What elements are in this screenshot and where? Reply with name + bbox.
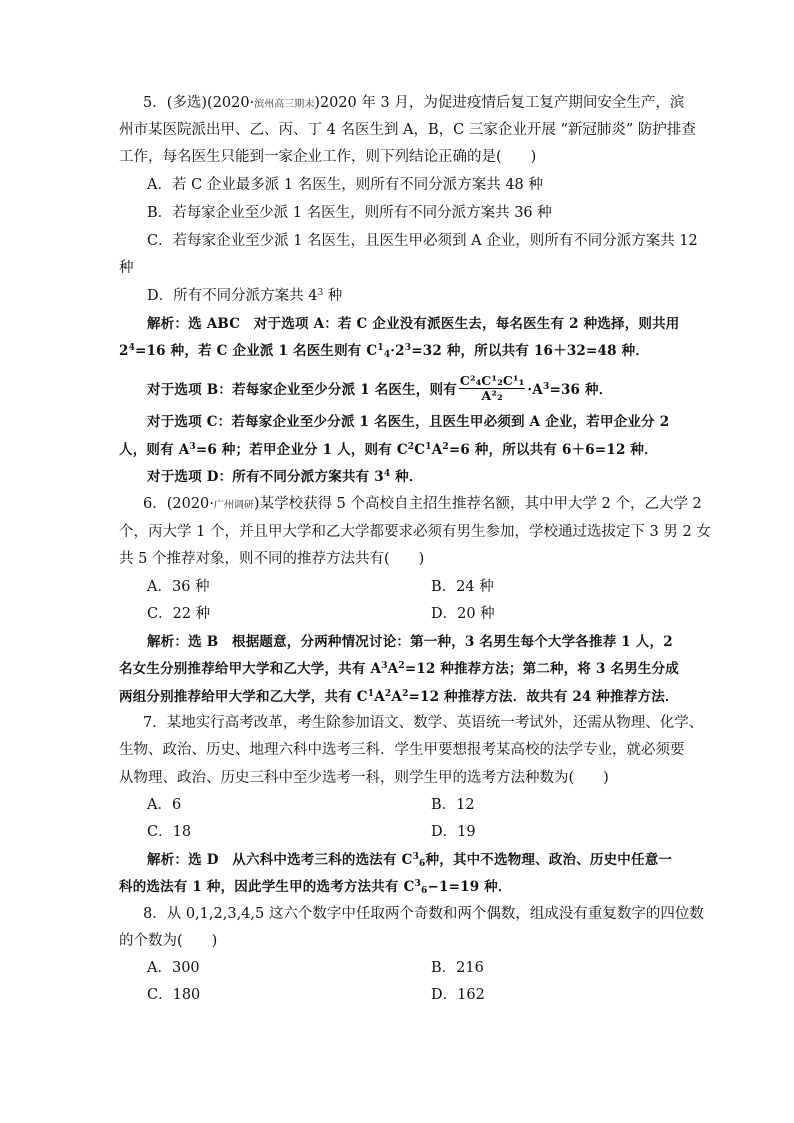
q5-solution-line-1: 解析：选 ABC 对于选项 A：若 C 企业没有派医生去，每名医生有 2 种选择，则共用: [147, 316, 680, 332]
q7-option-b: B．12: [431, 797, 475, 813]
q6-solution-line-2: 名女生分别推荐给甲大学和乙大学，共有 $A^3A^2=12$ 种推荐方法；第二种，将 3 名男生分成: [119, 661, 680, 677]
q6-stem-line-1: 6．(2020·广州调研)某学校获得 5 个高校自主招生推荐名额，其中甲大学 2 个，乙大学 2: [143, 496, 702, 512]
q6-option-b: B．24 种: [431, 579, 494, 595]
q5-stem-line-3: 工作，每名医生只能到一家企业工作，则下列结论正确的是( ): [119, 149, 537, 165]
q6-option-c: C．22 种: [147, 606, 211, 622]
q8-option-c: C．180: [147, 987, 201, 1003]
q6-stem-line-3: 共 5 个推荐对象，则不同的推荐方法共有( ): [119, 551, 425, 567]
q6-source: 广州调研: [213, 500, 254, 511]
q8-option-d: D．162: [431, 987, 485, 1003]
q8-stem-line-2: 的个数为( ): [119, 933, 218, 949]
q7-option-c: C．18: [147, 824, 192, 840]
q5-solution-line-6: 对于选项 D：所有不同分派方案共有 $3^4$ 种．: [147, 469, 423, 485]
q5-option-b: B．若每家企业至少派 1 名医生，则所有不同分派方案共 36 种: [147, 205, 552, 221]
q5-source: 滨州高三期末: [254, 99, 315, 110]
fraction: $\frac{\text{C²₄C¹₂C¹₁}}{\text{A²₂}}$: [459, 373, 525, 403]
q6-solution-line-1: 解析：选 B 根据题意，分两种情况讨论：第一种，3 名男生每个大学各推荐 1 人，2: [147, 634, 673, 650]
q7-solution-line-2: 科的选法有 1 种，因此学生甲的选考方法共有 $C^3_6-1=19$ 种．: [119, 879, 512, 896]
q6-stem-line-2: 个，丙大学 1 个，并且甲大学和乙大学都要求必须有男生参加，学校通过选拔定下 3 男 2 女: [119, 524, 711, 540]
q5-solution-line-5: 人，则有 $A^3=6$ 种；若甲企业分 1 人，则有 $C^2C^1A^2=6$ 种，所以共有 6＋6=12 种．: [119, 442, 658, 458]
q5-option-a: A．若 C 企业最多派 1 名医生，则所有不同分派方案共 48 种: [147, 177, 543, 193]
q7-solution-line-1: 解析：选 D 从六科中选考三科的选法有 $C^3_6$种，其中不选物理、政治、历史中任意一: [147, 852, 673, 869]
q5-stem-line-1: 5．(多选)(2020·滨州高三期末)2020 年 3 月，为促进疫情后复工复产期间安全生产，滨: [143, 95, 685, 111]
q7-option-a: A．6: [147, 797, 182, 813]
q6-option-d: D．20 种: [431, 606, 495, 622]
q5-option-c: C．若每家企业至少派 1 名医生，且医生甲必须到 A 企业，则所有不同分派方案共 12: [147, 233, 698, 249]
q8-option-a: A．300: [147, 960, 200, 976]
q5-solution-line-2: $2^4=16$ 种，若 C 企业派 1 名医生则有 $C^1_4\cdot 2^3=32$ 种，所以共有 16＋32=48 种．: [119, 343, 650, 360]
q7-option-d: D．19: [431, 824, 476, 840]
q8-stem-line-1: 8．从 0,1,2,3,4,5 这六个数字中任取两个奇数和两个偶数，组成没有重复数字的四位数: [143, 906, 704, 922]
q5-stem-line-2: 州市某医院派出甲、乙、丙、丁 4 名医生到 A，B，C 三家企业开展 “新冠肺炎” 防护排查: [119, 122, 696, 138]
q5-solution-line-4: 对于选项 C：若每家企业至少分派 1 名医生，且医生甲必须到 A 企业，若甲企业分 2: [147, 414, 670, 430]
q5-option-c-cont: 种: [119, 260, 134, 276]
q6-option-a: A．36 种: [147, 579, 210, 595]
q7-stem-line-2: 生物、政治、历史、地理六科中选考三科．学生甲要想报考某高校的法学专业，就必须要: [119, 742, 685, 758]
q8-option-b: B．216: [431, 960, 484, 976]
q5-solution-line-3: 对于选项 B：若每家企业至少分派 1 名医生，则有 $\frac{\text{C²₄C¹₂C¹₁}}{\text{A²₂}}$ $\cdot A^3=36$ 种．: [147, 373, 613, 403]
q6-solution-line-3: 两组分别推荐给甲大学和乙大学，共有 $C^1A^2A^2=12$ 种推荐方法．故共有 24 种推荐方法．: [119, 689, 679, 705]
q5-option-d: D．所有不同分派方案共 $4^3$ 种: [147, 288, 343, 304]
q7-stem-line-3: 从物理、政治、历史三科中至少选考一科，则学生甲的选考方法种数为( ): [119, 770, 609, 786]
q7-stem-line-1: 7．某地实行高考改革，考生除参加语文、数学、英语统一考试外，还需从物理、化学、: [143, 715, 704, 731]
